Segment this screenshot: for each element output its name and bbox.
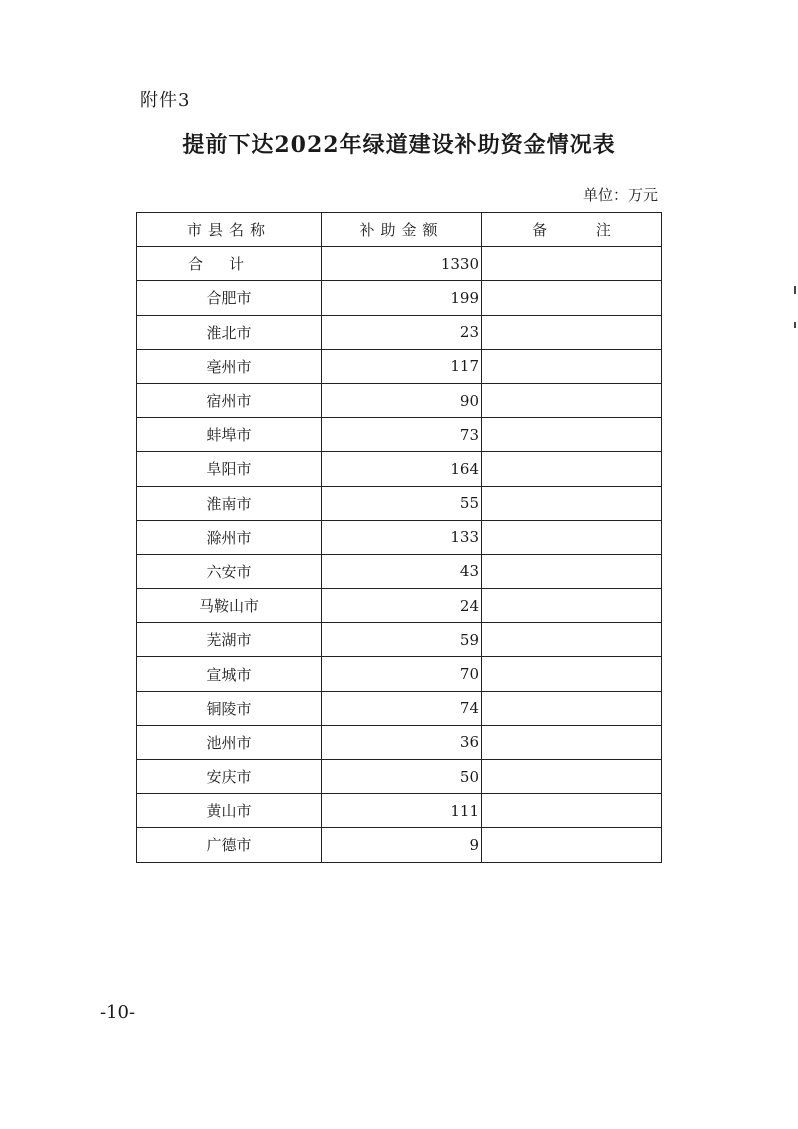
- city-name-cell: 淮南市: [137, 486, 322, 520]
- subsidy-amount-cell: 133: [322, 520, 482, 554]
- table-row: [137, 828, 662, 862]
- table-row: [137, 657, 662, 691]
- table-row: [137, 520, 662, 554]
- city-name-cell: 亳州市: [137, 349, 322, 383]
- remarks-cell: [482, 315, 662, 349]
- table-row: [137, 691, 662, 725]
- page-number: -10-: [100, 1002, 136, 1023]
- table-row: [137, 486, 662, 520]
- remarks-cell: [482, 520, 662, 554]
- subsidy-amount-cell: 23: [322, 315, 482, 349]
- table-row: [137, 452, 662, 486]
- subsidy-amount-cell: 111: [322, 794, 482, 828]
- remarks-cell: [482, 349, 662, 383]
- city-name-cell: 阜阳市: [137, 452, 322, 486]
- remarks-cell: [482, 623, 662, 657]
- city-name-cell: 蚌埠市: [137, 418, 322, 452]
- scan-edge-mark: [794, 322, 796, 328]
- table-row: [137, 315, 662, 349]
- remarks-cell: [482, 486, 662, 520]
- subsidy-table: [136, 212, 662, 863]
- header-remarks: 备 注: [482, 213, 662, 247]
- attachment-label: 附件3: [140, 90, 191, 111]
- subsidy-amount-cell: 70: [322, 657, 482, 691]
- city-name-cell: 池州市: [137, 725, 322, 759]
- subsidy-amount-cell: 36: [322, 725, 482, 759]
- table-body: [137, 247, 662, 862]
- table-row: [137, 418, 662, 452]
- subsidy-amount-cell: 74: [322, 691, 482, 725]
- table-row: [137, 725, 662, 759]
- table-row: [137, 554, 662, 588]
- subsidy-amount-cell: 164: [322, 452, 482, 486]
- subsidy-amount-cell: 43: [322, 554, 482, 588]
- page-title: 提前下达2022年绿道建设补助资金情况表: [182, 132, 616, 158]
- unit-label: 单位：万元: [582, 186, 658, 204]
- remarks-cell: [482, 794, 662, 828]
- remarks-cell: [482, 725, 662, 759]
- remarks-cell: [482, 691, 662, 725]
- city-name-cell: 宿州市: [137, 383, 322, 417]
- city-name-cell: 合肥市: [137, 281, 322, 315]
- city-name-cell: 铜陵市: [137, 691, 322, 725]
- total-amount: 1330: [322, 247, 482, 281]
- subsidy-amount-cell: 24: [322, 589, 482, 623]
- remarks-cell: [482, 657, 662, 691]
- subsidy-amount-cell: 199: [322, 281, 482, 315]
- subsidy-amount-cell: 73: [322, 418, 482, 452]
- subsidy-amount-cell: 9: [322, 828, 482, 862]
- table-header: [137, 213, 662, 247]
- table-row: [137, 349, 662, 383]
- subsidy-amount-cell: 50: [322, 760, 482, 794]
- remarks-cell: [482, 383, 662, 417]
- city-name-cell: 淮北市: [137, 315, 322, 349]
- remarks-cell: [482, 452, 662, 486]
- city-name-cell: 马鞍山市: [137, 589, 322, 623]
- total-label: 合计: [137, 247, 322, 281]
- table-row: [137, 383, 662, 417]
- city-name-cell: 黄山市: [137, 794, 322, 828]
- header-row: [137, 213, 662, 247]
- subsidy-amount-cell: 55: [322, 486, 482, 520]
- remarks-cell: [482, 554, 662, 588]
- subsidy-amount-cell: 117: [322, 349, 482, 383]
- scan-edge-mark: [794, 286, 796, 294]
- subsidy-amount-cell: 59: [322, 623, 482, 657]
- remarks-cell: [482, 589, 662, 623]
- remarks-cell: [482, 281, 662, 315]
- remarks-cell: [482, 760, 662, 794]
- table-row: [137, 281, 662, 315]
- city-name-cell: 安庆市: [137, 760, 322, 794]
- remarks-cell: [482, 828, 662, 862]
- total-row: [137, 247, 662, 281]
- city-name-cell: 六安市: [137, 554, 322, 588]
- table-row: [137, 760, 662, 794]
- city-name-cell: 芜湖市: [137, 623, 322, 657]
- remarks-cell: [482, 418, 662, 452]
- total-note: [482, 247, 662, 281]
- header-subsidy-amount: 补助金额: [322, 213, 482, 247]
- subsidy-amount-cell: 90: [322, 383, 482, 417]
- header-city-name: 市县名称: [137, 213, 322, 247]
- table-row: [137, 623, 662, 657]
- city-name-cell: 宣城市: [137, 657, 322, 691]
- table-row: [137, 794, 662, 828]
- table-row: [137, 589, 662, 623]
- city-name-cell: 广德市: [137, 828, 322, 862]
- city-name-cell: 滁州市: [137, 520, 322, 554]
